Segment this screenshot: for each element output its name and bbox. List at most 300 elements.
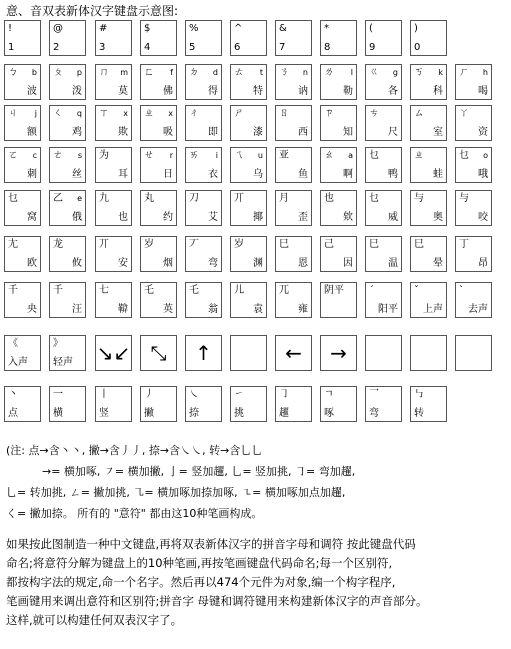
key-label-tl: 丌 bbox=[234, 193, 244, 204]
key-label-bl: 5 bbox=[189, 42, 196, 53]
key-label-tl: ( bbox=[369, 23, 373, 34]
key-label-bl: 7 bbox=[279, 42, 286, 53]
key-r3-c10[interactable] bbox=[410, 105, 447, 141]
key-r1-c5[interactable] bbox=[185, 20, 222, 56]
key-r6-c9[interactable] bbox=[365, 236, 402, 272]
key-r3-c11[interactable] bbox=[455, 105, 492, 141]
key-label-br: 讷 bbox=[298, 86, 308, 97]
key-label-tl: ㄖ bbox=[279, 108, 289, 119]
key-label-tl: ! bbox=[8, 23, 13, 34]
key-label-tl: ㄕ bbox=[234, 108, 244, 119]
key-r3-c6[interactable] bbox=[230, 105, 267, 141]
key-label-tr: x bbox=[168, 109, 173, 118]
key-label-br: 揶 bbox=[253, 212, 263, 223]
key-r2-c4[interactable] bbox=[140, 64, 177, 100]
key-label-tl: ㄓ bbox=[414, 150, 424, 161]
key-r8-c9[interactable] bbox=[365, 335, 402, 371]
key-r9-c4[interactable] bbox=[140, 386, 177, 422]
notes bbox=[6, 440, 506, 524]
key-label-tr: e bbox=[77, 194, 82, 203]
key-r6-c3[interactable] bbox=[95, 236, 132, 272]
key-label-br: 威 bbox=[388, 212, 398, 223]
key-label-br: 佛 bbox=[163, 86, 173, 97]
key-label-br: 袁 bbox=[253, 304, 263, 315]
key-r2-c3[interactable] bbox=[95, 64, 132, 100]
key-r7-c5[interactable] bbox=[185, 282, 222, 318]
key-label-tl: ㄊ bbox=[234, 67, 244, 78]
key-label-tl: ㇏ bbox=[189, 389, 199, 400]
key-label-tl: 九 bbox=[99, 193, 109, 204]
key-r8-c3[interactable] bbox=[95, 335, 132, 371]
key-label-br: 勒 bbox=[343, 86, 353, 97]
key-label-ctr: ↑ bbox=[195, 340, 212, 365]
key-r9-c7[interactable] bbox=[275, 386, 312, 422]
key-label-tr: p bbox=[76, 68, 82, 77]
key-label-ctr: → bbox=[330, 340, 347, 365]
key-r5-c8[interactable] bbox=[320, 190, 357, 226]
key-label-tl: 丸 bbox=[144, 193, 154, 204]
key-r5-c4[interactable] bbox=[140, 190, 177, 226]
key-label-tl: ㄎ bbox=[414, 67, 424, 78]
key-label-br: 艾 bbox=[208, 212, 218, 223]
key-label-br: 资 bbox=[478, 127, 488, 138]
key-label-tl: 儿 bbox=[234, 285, 244, 296]
key-label-tl: ㄓ bbox=[144, 108, 154, 119]
key-label-br: 央 bbox=[27, 304, 37, 315]
key-label-br: 丝 bbox=[72, 169, 82, 180]
key-label-br: 弯 bbox=[208, 258, 218, 269]
key-label-br: 西 bbox=[298, 127, 308, 138]
key-r6-c5[interactable] bbox=[185, 236, 222, 272]
key-label-tl: ) bbox=[414, 23, 418, 34]
key-label-bl: 6 bbox=[234, 42, 241, 53]
key-label-bl: 啄 bbox=[324, 408, 334, 419]
key-r2-c9[interactable] bbox=[365, 64, 402, 100]
key-label-tl: ㇀ bbox=[234, 389, 244, 400]
key-r1-c8[interactable] bbox=[320, 20, 357, 56]
key-r4-c10[interactable] bbox=[410, 147, 447, 183]
key-label-tr: x bbox=[123, 109, 128, 118]
key-r4-c9[interactable] bbox=[365, 147, 402, 183]
key-r9-c8[interactable] bbox=[320, 386, 357, 422]
key-label-tl: 乜 bbox=[459, 150, 469, 161]
key-r3-c1[interactable] bbox=[4, 105, 41, 141]
key-label-br: 日 bbox=[163, 169, 173, 180]
key-label-tl: ㄐ bbox=[8, 108, 18, 119]
key-label-tl: 千 bbox=[53, 285, 63, 296]
key-label-tl: ㄛ bbox=[8, 150, 18, 161]
key-label-tl: 也 bbox=[324, 193, 334, 204]
key-label-br: 特 bbox=[253, 86, 263, 97]
key-r1-c4[interactable] bbox=[140, 20, 177, 56]
key-label-tl: ㄠ bbox=[324, 150, 334, 161]
key-r6-c8[interactable] bbox=[320, 236, 357, 272]
key-label-br: 额 bbox=[27, 127, 37, 138]
key-r5-c11[interactable] bbox=[455, 190, 492, 226]
paragraph-line: 都按构字法的规定,命一个名字。然后再以474个元件为对象,编一个构字程序, bbox=[6, 575, 396, 589]
key-label-tl: @ bbox=[53, 23, 63, 34]
key-r2-c6[interactable] bbox=[230, 64, 267, 100]
key-r7-c4[interactable] bbox=[140, 282, 177, 318]
key-r6-c7[interactable] bbox=[275, 236, 312, 272]
key-label-br: 安 bbox=[118, 258, 128, 269]
key-r4-c5[interactable] bbox=[185, 147, 222, 183]
key-label-tl: 己 bbox=[324, 239, 334, 250]
key-label-bl: 0 bbox=[414, 42, 421, 53]
key-label-tl: ㄗ bbox=[324, 108, 334, 119]
key-label-tl: ^ bbox=[234, 23, 243, 34]
key-label-br: 攸 bbox=[72, 258, 82, 269]
key-label-tr: g bbox=[392, 68, 398, 77]
key-label-br: 刺 bbox=[27, 169, 37, 180]
key-label-br: 泼 bbox=[72, 86, 82, 97]
key-label-br: 波 bbox=[27, 86, 37, 97]
key-r3-c8[interactable] bbox=[320, 105, 357, 141]
key-label-tr: u bbox=[257, 151, 263, 160]
key-r5-c10[interactable] bbox=[410, 190, 447, 226]
key-label-bl: 2 bbox=[53, 42, 60, 53]
key-r4-c4[interactable] bbox=[140, 147, 177, 183]
key-label-tl: ㄇ bbox=[99, 67, 109, 78]
key-label-ctr bbox=[456, 336, 491, 370]
key-label-br: 知 bbox=[343, 127, 353, 138]
key-r7-c9[interactable] bbox=[365, 282, 402, 318]
key-label-br: 窝 bbox=[27, 212, 37, 223]
key-label-tr: l bbox=[350, 68, 353, 77]
key-r8-c11[interactable] bbox=[455, 335, 492, 371]
key-r8-c8[interactable] bbox=[320, 335, 357, 371]
key-label-tl: ㄔ bbox=[189, 108, 199, 119]
key-label-br: 尺 bbox=[388, 127, 398, 138]
key-label-tl: % bbox=[189, 23, 199, 34]
key-label-br: 晕 bbox=[433, 258, 443, 269]
key-r5-c2[interactable] bbox=[49, 190, 86, 226]
key-r5-c7[interactable] bbox=[275, 190, 312, 226]
key-label-tl: ㇉ bbox=[414, 389, 424, 400]
key-label-tl: 为 bbox=[99, 150, 109, 161]
key-r9-c3[interactable] bbox=[95, 386, 132, 422]
paragraph-line: 命名;将意符分解为键盘上的10种笔画,再按笔画键盘代码命名;每一个区别符, bbox=[6, 556, 393, 570]
key-label-bl: 弯 bbox=[369, 408, 379, 419]
key-label-br: 各 bbox=[388, 86, 398, 97]
key-label-bl: 入声 bbox=[8, 357, 28, 368]
key-r7-c7[interactable] bbox=[275, 282, 312, 318]
key-label-br: 乌 bbox=[253, 169, 263, 180]
key-label-tl: ㄟ bbox=[234, 150, 244, 161]
key-r3-c9[interactable] bbox=[365, 105, 402, 141]
key-r3-c3[interactable] bbox=[95, 105, 132, 141]
key-label-br: 奥 bbox=[433, 212, 443, 223]
key-label-tl: ㄱ bbox=[324, 389, 334, 400]
key-label-tl: ㄉ bbox=[189, 67, 199, 78]
key-label-bl: 1 bbox=[8, 42, 15, 53]
key-label-tl: 乛 bbox=[369, 389, 379, 400]
key-label-tl: 丨 bbox=[99, 389, 109, 400]
key-label-tl: ˇ bbox=[414, 285, 419, 296]
key-label-tr: a bbox=[348, 151, 353, 160]
key-r2-c11[interactable] bbox=[455, 64, 492, 100]
key-r6-c11[interactable] bbox=[455, 236, 492, 272]
key-label-tl: 丆 bbox=[189, 239, 199, 250]
key-label-tr: j bbox=[34, 109, 37, 118]
key-label-tl: 巳 bbox=[369, 239, 379, 250]
key-label-br: 渊 bbox=[253, 258, 263, 269]
key-label-br: 鞥 bbox=[118, 304, 128, 315]
key-label-br: 俄 bbox=[72, 212, 82, 223]
key-label-bl: 挑 bbox=[234, 408, 244, 419]
key-label-tl: ㄑ bbox=[53, 108, 63, 119]
key-label-tl: 千 bbox=[8, 285, 18, 296]
key-label-br: 莫 bbox=[118, 86, 128, 97]
key-label-tl: ㄚ bbox=[459, 108, 469, 119]
key-r4-c11[interactable] bbox=[455, 147, 492, 183]
key-label-tr: c bbox=[32, 151, 37, 160]
key-r1-c9[interactable] bbox=[365, 20, 402, 56]
key-label-tl: ˋ bbox=[459, 285, 464, 296]
key-label-tl: 丶 bbox=[8, 389, 18, 400]
key-label-tr: q bbox=[76, 109, 82, 118]
key-label-br: 欺 bbox=[118, 127, 128, 138]
key-label-bl: 3 bbox=[99, 42, 106, 53]
key-label-tl: 乜 bbox=[8, 193, 18, 204]
key-label-br: 即 bbox=[208, 127, 218, 138]
key-r2-c1[interactable] bbox=[4, 64, 41, 100]
key-r5-c6[interactable] bbox=[230, 190, 267, 226]
key-label-tl: & bbox=[279, 23, 287, 34]
key-r4-c6[interactable] bbox=[230, 147, 267, 183]
key-label-br: 上声 bbox=[423, 304, 443, 315]
key-label-bl: 横 bbox=[53, 408, 63, 419]
key-label-tl: 刀 bbox=[189, 193, 199, 204]
key-r1-c7[interactable] bbox=[275, 20, 312, 56]
key-label-tl: 乜 bbox=[369, 150, 379, 161]
key-label-tl: ㄞ bbox=[189, 150, 199, 161]
paragraph-line: 这样,就可以构建任何双表汉字了。 bbox=[6, 613, 183, 627]
key-r1-c10[interactable] bbox=[410, 20, 447, 56]
key-label-tl: 丁 bbox=[459, 239, 469, 250]
key-label-bl: 9 bbox=[369, 42, 376, 53]
key-label-bl: 撇 bbox=[144, 408, 154, 419]
key-r3-c5[interactable] bbox=[185, 105, 222, 141]
key-label-tl: 岁 bbox=[144, 239, 154, 250]
key-r1-c6[interactable] bbox=[230, 20, 267, 56]
key-r7-c1[interactable] bbox=[4, 282, 41, 318]
key-r8-c2[interactable] bbox=[49, 335, 86, 371]
key-r2-c10[interactable] bbox=[410, 64, 447, 100]
key-label-tl: 》 bbox=[53, 338, 63, 349]
key-label-tr: o bbox=[483, 151, 488, 160]
key-label-br: 耳 bbox=[118, 169, 128, 180]
key-label-tl: 兀 bbox=[279, 285, 289, 296]
key-r2-c7[interactable] bbox=[275, 64, 312, 100]
key-r7-c3[interactable] bbox=[95, 282, 132, 318]
key-r7-c6[interactable] bbox=[230, 282, 267, 318]
key-r4-c3[interactable] bbox=[95, 147, 132, 183]
key-label-tl: # bbox=[99, 23, 108, 34]
key-r4-c1[interactable] bbox=[4, 147, 41, 183]
key-label-br: 英 bbox=[163, 304, 173, 315]
key-label-bl: 4 bbox=[144, 42, 151, 53]
key-label-tr: m bbox=[120, 68, 128, 77]
key-r1-c1[interactable] bbox=[4, 20, 41, 56]
key-r6-c6[interactable] bbox=[230, 236, 267, 272]
key-label-tr: n bbox=[302, 68, 308, 77]
key-label-tl: 尢 bbox=[8, 239, 18, 250]
key-label-tr: s bbox=[77, 151, 82, 160]
key-label-tr: r bbox=[169, 151, 173, 160]
key-label-bl: 8 bbox=[324, 42, 331, 53]
key-label-ctr: ← bbox=[285, 340, 302, 365]
key-r5-c5[interactable] bbox=[185, 190, 222, 226]
key-r3-c4[interactable] bbox=[140, 105, 177, 141]
key-label-bl: 轻声 bbox=[53, 357, 73, 368]
key-r8-c5[interactable] bbox=[185, 335, 222, 371]
key-r8-c10[interactable] bbox=[410, 335, 447, 371]
key-r2-c2[interactable] bbox=[49, 64, 86, 100]
key-label-br: 哦 bbox=[478, 169, 488, 180]
key-label-br: 歪 bbox=[298, 212, 308, 223]
key-label-br: 吸 bbox=[163, 127, 173, 138]
note-line: →= 横加啄, ㇇= 横加撇, 亅= 竖加趯, 乚= 竖加挑, ㇆= 弯加趯, bbox=[42, 465, 356, 478]
key-r7-c10[interactable] bbox=[410, 282, 447, 318]
key-label-tl: 岁 bbox=[234, 239, 244, 250]
key-label-br: 汪 bbox=[72, 304, 82, 315]
key-label-tl: ㄍ bbox=[369, 67, 379, 78]
key-label-tl: ˊ bbox=[369, 285, 374, 296]
key-label-br: 因 bbox=[343, 258, 353, 269]
key-label-tl: 乙 bbox=[53, 193, 63, 204]
key-label-tl: 乜 bbox=[369, 193, 379, 204]
key-label-tr: t bbox=[259, 68, 263, 77]
paragraph-line: 笔画键用来调出意符和区别符;拼音字 母键和调符键用来构建新体汉字的声音部分。 bbox=[6, 594, 428, 608]
key-r7-c8[interactable] bbox=[320, 282, 357, 318]
key-label-br: 欧 bbox=[27, 258, 37, 269]
key-label-tr: f bbox=[170, 68, 173, 77]
key-label-br: 阳平 bbox=[378, 304, 398, 315]
key-label-tl: ㄈ bbox=[144, 67, 154, 78]
key-label-tl: 七 bbox=[99, 285, 109, 296]
key-r9-c2[interactable] bbox=[49, 386, 86, 422]
key-r9-c9[interactable] bbox=[365, 386, 402, 422]
key-r8-c1[interactable] bbox=[4, 335, 41, 371]
key-r1-c2[interactable] bbox=[49, 20, 86, 56]
key-label-br: 鱼 bbox=[298, 169, 308, 180]
key-r6-c4[interactable] bbox=[140, 236, 177, 272]
key-r6-c10[interactable] bbox=[410, 236, 447, 272]
key-r9-c10[interactable] bbox=[410, 386, 447, 422]
key-label-tl: 乇 bbox=[144, 285, 154, 296]
key-label-br: 喝 bbox=[478, 86, 488, 97]
key-label-br: 啊 bbox=[343, 169, 353, 180]
key-label-tl: ㄜ bbox=[53, 150, 63, 161]
key-label-tl: 一 bbox=[53, 389, 63, 400]
note-line: 乚= 转加挑, ㄥ= 撇加挑, ㇈= 横加啄加捺加啄, ㇍= 横加啄加点加趯, bbox=[6, 486, 346, 499]
key-label-br: 雍 bbox=[298, 304, 308, 315]
key-label-tl: 乇 bbox=[189, 285, 199, 296]
key-label-br: 漆 bbox=[253, 127, 263, 138]
key-label-br: 欸 bbox=[343, 212, 353, 223]
key-label-tl: 巳 bbox=[279, 239, 289, 250]
key-label-tl: 月 bbox=[279, 193, 289, 204]
key-label-bl: 竖 bbox=[99, 408, 109, 419]
key-r7-c2[interactable] bbox=[49, 282, 86, 318]
key-r7-c11[interactable] bbox=[455, 282, 492, 318]
key-r4-c7[interactable] bbox=[275, 147, 312, 183]
key-r3-c2[interactable] bbox=[49, 105, 86, 141]
key-label-bl: 点 bbox=[8, 408, 18, 419]
key-label-br: 去声 bbox=[468, 304, 488, 315]
key-label-tr: d bbox=[212, 68, 218, 77]
description-paragraph bbox=[6, 535, 506, 630]
key-label-br: 约 bbox=[163, 212, 173, 223]
key-label-br: 咬 bbox=[478, 212, 488, 223]
key-label-br: 得 bbox=[208, 86, 218, 97]
note-line: (注: 点→含丶丶, 撇→含丿丿, 捺→含㇏㇏, 转→含乚乚 bbox=[6, 444, 263, 457]
key-label-tl: ㄆ bbox=[53, 67, 63, 78]
key-label-tl: ㄝ bbox=[144, 150, 154, 161]
key-r8-c6[interactable] bbox=[230, 335, 267, 371]
paragraph-line: 如果按此图制造一种中文键盘,再将双表新体汉字的拼音字母和调符 按此键盘代码 bbox=[6, 537, 416, 551]
key-label-tl: ㄒ bbox=[99, 108, 109, 119]
key-r8-c7[interactable] bbox=[275, 335, 312, 371]
page-title: 意、音双表新体汉字键盘示意图: bbox=[6, 4, 179, 18]
key-label-tl: ㄅ bbox=[8, 67, 18, 78]
key-label-ctr bbox=[411, 336, 446, 370]
key-r3-c7[interactable] bbox=[275, 105, 312, 141]
key-label-tl: * bbox=[324, 23, 329, 34]
key-r9-c6[interactable] bbox=[230, 386, 267, 422]
key-label-ctr bbox=[366, 336, 401, 370]
key-label-bl: 转 bbox=[414, 408, 424, 419]
key-label-br: 室 bbox=[433, 127, 443, 138]
key-r5-c1[interactable] bbox=[4, 190, 41, 226]
key-r8-c4[interactable] bbox=[140, 335, 177, 371]
key-label-bl: 捺 bbox=[189, 408, 199, 419]
key-r2-c5[interactable] bbox=[185, 64, 222, 100]
key-r6-c2[interactable] bbox=[49, 236, 86, 272]
key-label-tl: 与 bbox=[414, 193, 424, 204]
key-label-br: 翁 bbox=[208, 304, 218, 315]
key-label-tl: 巳 bbox=[414, 239, 424, 250]
key-label-ctr: ⤡ bbox=[150, 340, 167, 365]
key-r1-c3[interactable] bbox=[95, 20, 132, 56]
key-label-tl: 亚 bbox=[279, 150, 289, 161]
key-r4-c8[interactable] bbox=[320, 147, 357, 183]
key-r4-c2[interactable] bbox=[49, 147, 86, 183]
key-label-tr: h bbox=[482, 68, 488, 77]
key-label-tl: ㇆ bbox=[279, 389, 289, 400]
key-r9-c1[interactable] bbox=[4, 386, 41, 422]
key-label-tl: ㄏ bbox=[459, 67, 469, 78]
key-label-ctr: ↘↙ bbox=[96, 340, 131, 365]
key-label-tr: b bbox=[31, 68, 37, 77]
key-label-tl: 龙 bbox=[53, 239, 63, 250]
key-r2-c8[interactable] bbox=[320, 64, 357, 100]
key-label-tl: ㄋ bbox=[279, 67, 289, 78]
key-label-br: 温 bbox=[388, 258, 398, 269]
key-label-tl: 《 bbox=[8, 338, 18, 349]
key-r5-c9[interactable] bbox=[365, 190, 402, 226]
key-label-br: 衣 bbox=[208, 169, 218, 180]
key-label-tl: ㄙ bbox=[414, 108, 424, 119]
key-label-br: 昂 bbox=[478, 258, 488, 269]
key-r9-c5[interactable] bbox=[185, 386, 222, 422]
key-r6-c1[interactable] bbox=[4, 236, 41, 272]
key-label-tl: 丿 bbox=[144, 389, 154, 400]
key-r5-c3[interactable] bbox=[95, 190, 132, 226]
key-label-tl: ㄘ bbox=[369, 108, 379, 119]
key-label-br: 也 bbox=[118, 212, 128, 223]
